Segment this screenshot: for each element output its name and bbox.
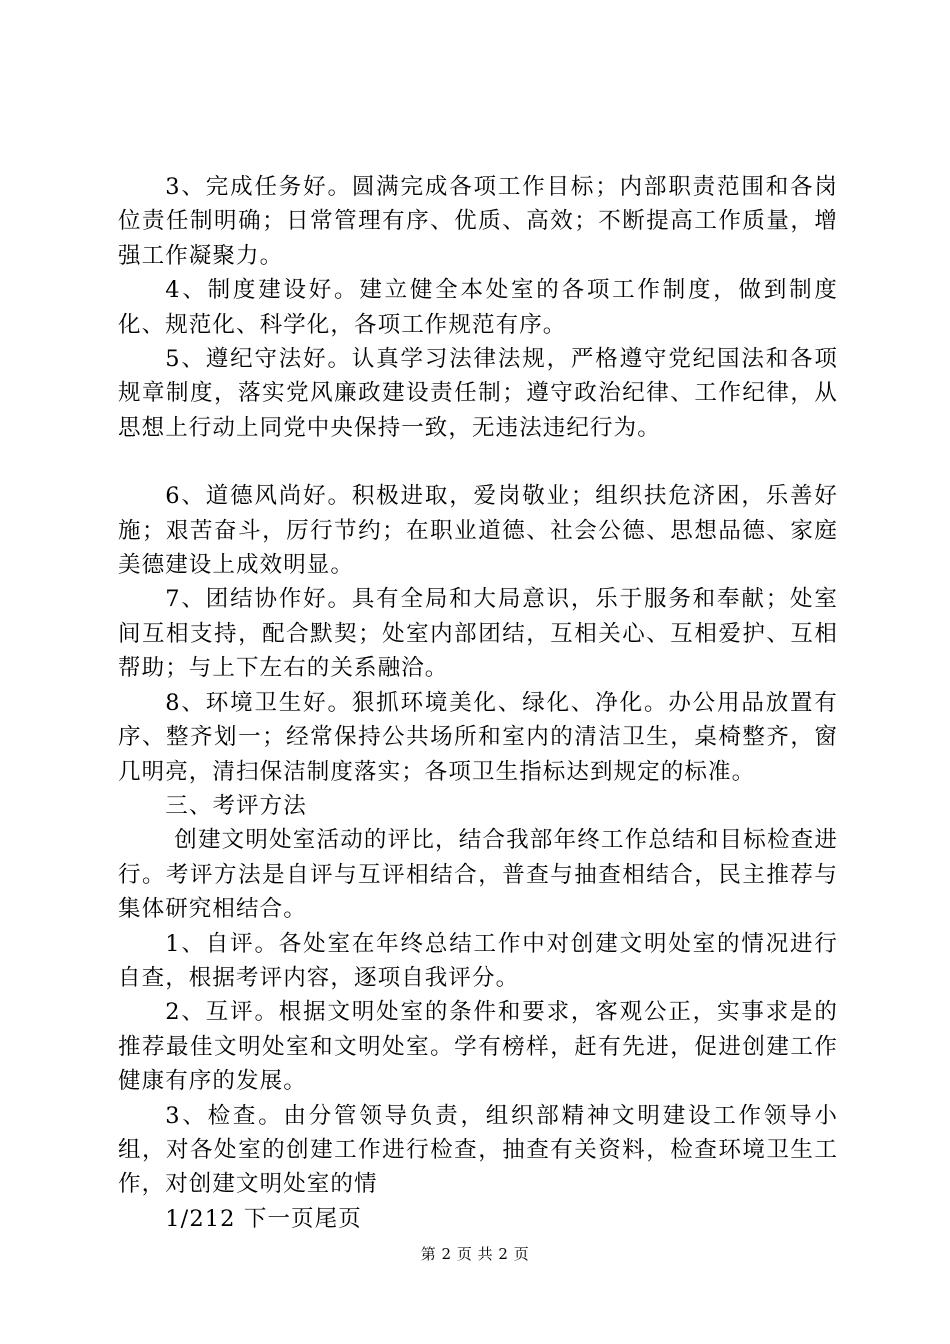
page-footer: 第 2 页 共 2 页 — [420, 1245, 530, 1263]
paragraph-mutual-evaluation: 2、互评。根据文明处室的条件和要求，客观公正，实事求是的推荐最佳文明处室和文明处室。学有榜样，赶有先进，促进创建工作健康有序的发展。 — [118, 999, 838, 1095]
document-body — [118, 170, 838, 1236]
pagination-text: 1/212 下一页尾页 — [165, 1205, 362, 1232]
paragraph-inspection: 3、检查。由分管领导负责，组织部精神文明建设工作领导小组，对各处室的创建工作进行检查，抽查有关资料，检查环境卫生工作，对创建文明处室的情 — [118, 1102, 838, 1198]
paragraph-self-evaluation: 1、自评。各处室在年终总结工作中对创建文明处室的情况进行自查，根据考评内容，逐项自我评分。 — [118, 930, 838, 991]
paragraph-item-7: 7、团结协作好。具有全局和大局意识，乐于服务和奉献；处室间互相支持，配合默契；处室内部团结，互相关心、互相爱护、互相帮助；与上下左右的关系融洽。 — [118, 586, 838, 682]
paragraph-item-6: 6、道德风尚好。积极进取，爱岗敬业；组织扶危济困，乐善好施；艰苦奋斗，厉行节约；在职业道德、社会公德、思想品德、家庭美德建设上成效明显。 — [118, 483, 838, 579]
paragraph-item-3: 3、完成任务好。圆满完成各项工作目标；内部职责范围和各岗位责任制明确；日常管理有序、优质、高效；不断提高工作质量，增强工作凝聚力。 — [118, 174, 838, 269]
paragraph-item-5: 5、遵纪守法好。认真学习法律法规，严格遵守党纪国法和各项规章制度，落实党风廉政建设责任制；遵守政治纪律、工作纪律，从思想上行动上同党中央保持一致，无违法违纪行为。 — [118, 346, 838, 441]
paragraph-item-4: 4、制度建设好。建立健全本处室的各项工作制度，做到制度化、规范化、科学化，各项工作规范有序。 — [118, 277, 838, 338]
paragraph-evaluation-intro: 创建文明处室活动的评比，结合我部年终工作总结和目标检查进行。考评方法是自评与互评相结合，普查与抽查相结合，民主推荐与集体研究相结合。 — [118, 827, 838, 923]
paragraph-item-8: 8、环境卫生好。狠抓环境美化、绿化、净化。办公用品放置有序、整齐划一；经常保持公共场所和室内的清洁卫生，桌椅整齐，窗几明亮，清扫保洁制度落实；各项卫生指标达到规定的标准。 — [118, 689, 838, 785]
section-heading-evaluation: 三、考评方法 — [165, 792, 307, 819]
